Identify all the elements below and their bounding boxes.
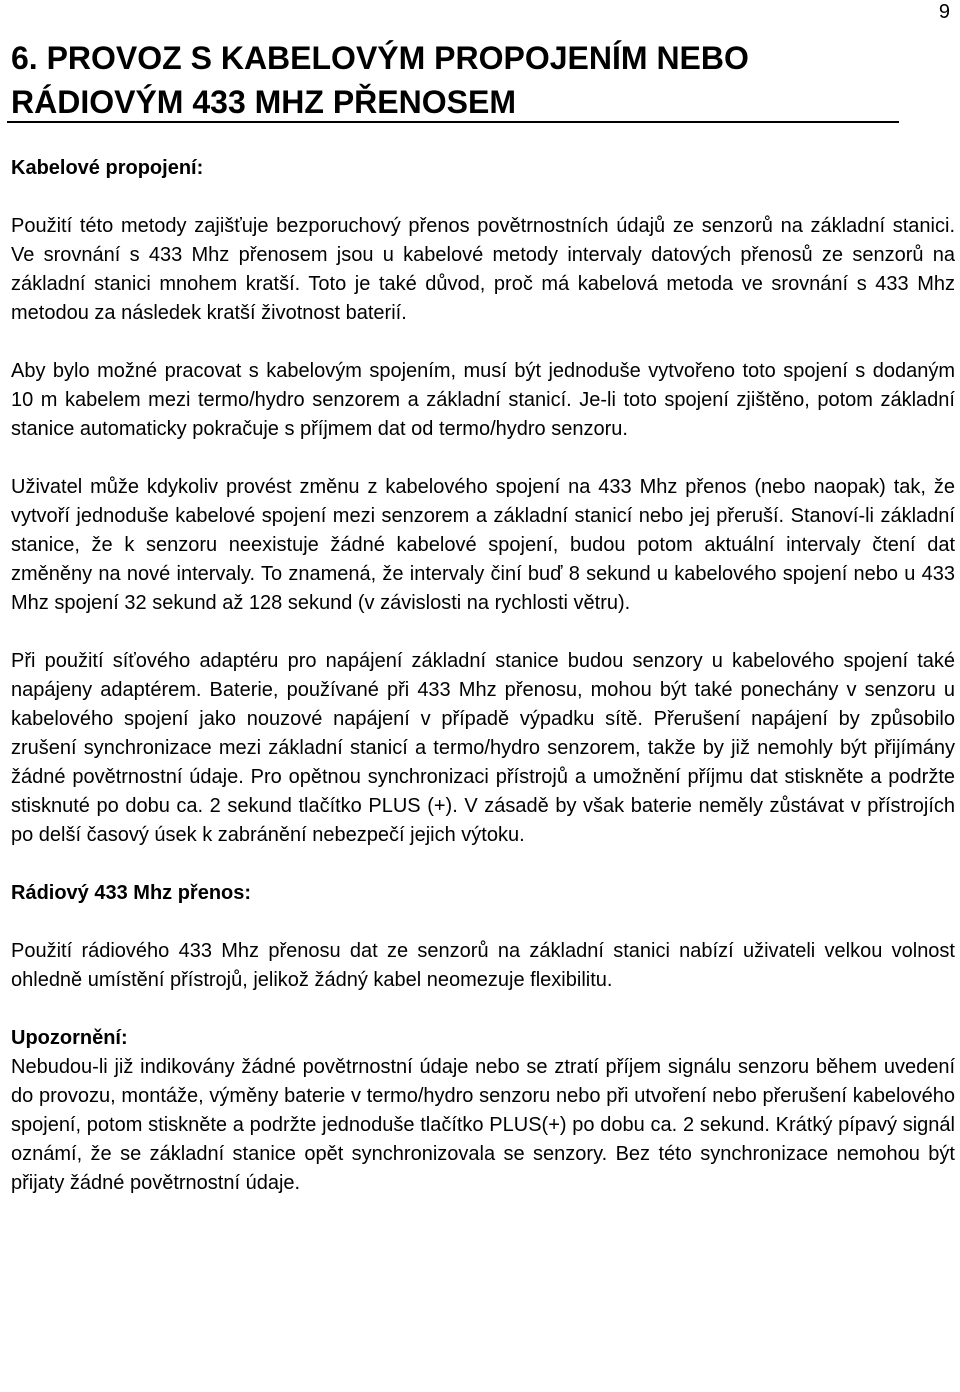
page-number: 9 — [938, 1, 950, 23]
warning-heading: Upozornění: — [11, 1027, 128, 1049]
title-underline — [7, 121, 899, 123]
radio-section-heading: Rádiový 433 Mhz přenos: — [11, 882, 252, 904]
cable-paragraph-1: Použití této metody zajišťuje bezporuchový přenos povětrnostních údajů ze senzorů na základní stanici. Ve srovnání s 433 Mhz přenosem jsou u kabelové metody intervaly datových přenosů ze senzorů na základní stanici mnohem kratší. Toto je také důvod, proč má kabelová metoda ve srovnání s 433 Mhz metodou za následek kratší životnost baterií. — [11, 215, 955, 324]
chapter-title: 6. PROVOZ S KABELOVÝM PROPOJENÍM NEBO RÁDIOVÝM 433 MHZ PŘENOSEM — [11, 40, 749, 120]
document-body — [11, 154, 955, 1198]
cable-paragraph-3: Uživatel může kdykoliv provést změnu z kabelového spojení na 433 Mhz přenos (nebo naopak) tak, že vytvoří jednoduše kabelové spojení mezi senzorem a základní stanicí nebo jej přeruší. Stanoví-li základní stanice, že k senzoru neexistuje žádné kabelové spojení, budou potom aktuální intervaly čtení dat změněny na nové intervaly. To znamená, že intervaly činí buď 8 sekund u kabelového spojení nebo u 433 Mhz spojení 32 sekund až 128 sekund (v závislosti na rychlosti větru). — [11, 476, 955, 614]
cable-paragraph-4: Při použití síťového adaptéru pro napájení základní stanice budou senzory u kabelového spojení také napájeny adaptérem. Baterie, používané při 433 Mhz přenosu, mohou být také ponechány v senzoru u kabelového spojení jako nouzové napájení v případě výpadku sítě. Přerušení napájení by způsobilo zrušení synchronizace mezi základní stanicí a termo/hydro senzorem, takže by již nemohly být přijímány žádné povětrnostní údaje. Pro opětnou synchronizaci přístrojů a umožnění příjmu dat stiskněte a podržte stisknuté po dobu ca. 2 sekund tlačítko PLUS (+). V zásadě by však baterie neměly zůstávat v přístrojích po delší časový úsek k zabránění nebezpečí jejich výtoku. — [11, 650, 955, 846]
cable-paragraph-2: Aby bylo možné pracovat s kabelovým spojením, musí být jednoduše vytvořeno toto spojení s dodaným 10 m kabelem mezi termo/hydro senzorem a základní stanicí. Je-li toto spojení zjištěno, potom základní stanice automaticky pokračuje s příjmem dat od termo/hydro senzoru. — [11, 360, 955, 440]
warning-text: Nebudou-li již indikovány žádné povětrnostní údaje nebo se ztratí příjem signálu senzoru během uvedení do provozu, montáže, výměny baterie v termo/hydro senzoru nebo při utvoření nebo přerušení kabelového spojení, potom stiskněte a podržte jednoduše tlačítko PLUS(+) po dobu ca. 2 sekund. Krátký pípavý signál oznámí, že se základní stanice opět synchronizovala se senzory. Bez této synchronizace nemohou být přijaty žádné povětrnostní údaje. — [11, 1056, 955, 1194]
cable-section-heading: Kabelové propojení: — [11, 157, 204, 179]
radio-paragraph-1: Použití rádiového 433 Mhz přenosu dat ze senzorů na základní stanici nabízí uživateli velkou volnost ohledně umístění přístrojů, jelikož žádný kabel neomezuje flexibilitu. — [11, 940, 955, 991]
